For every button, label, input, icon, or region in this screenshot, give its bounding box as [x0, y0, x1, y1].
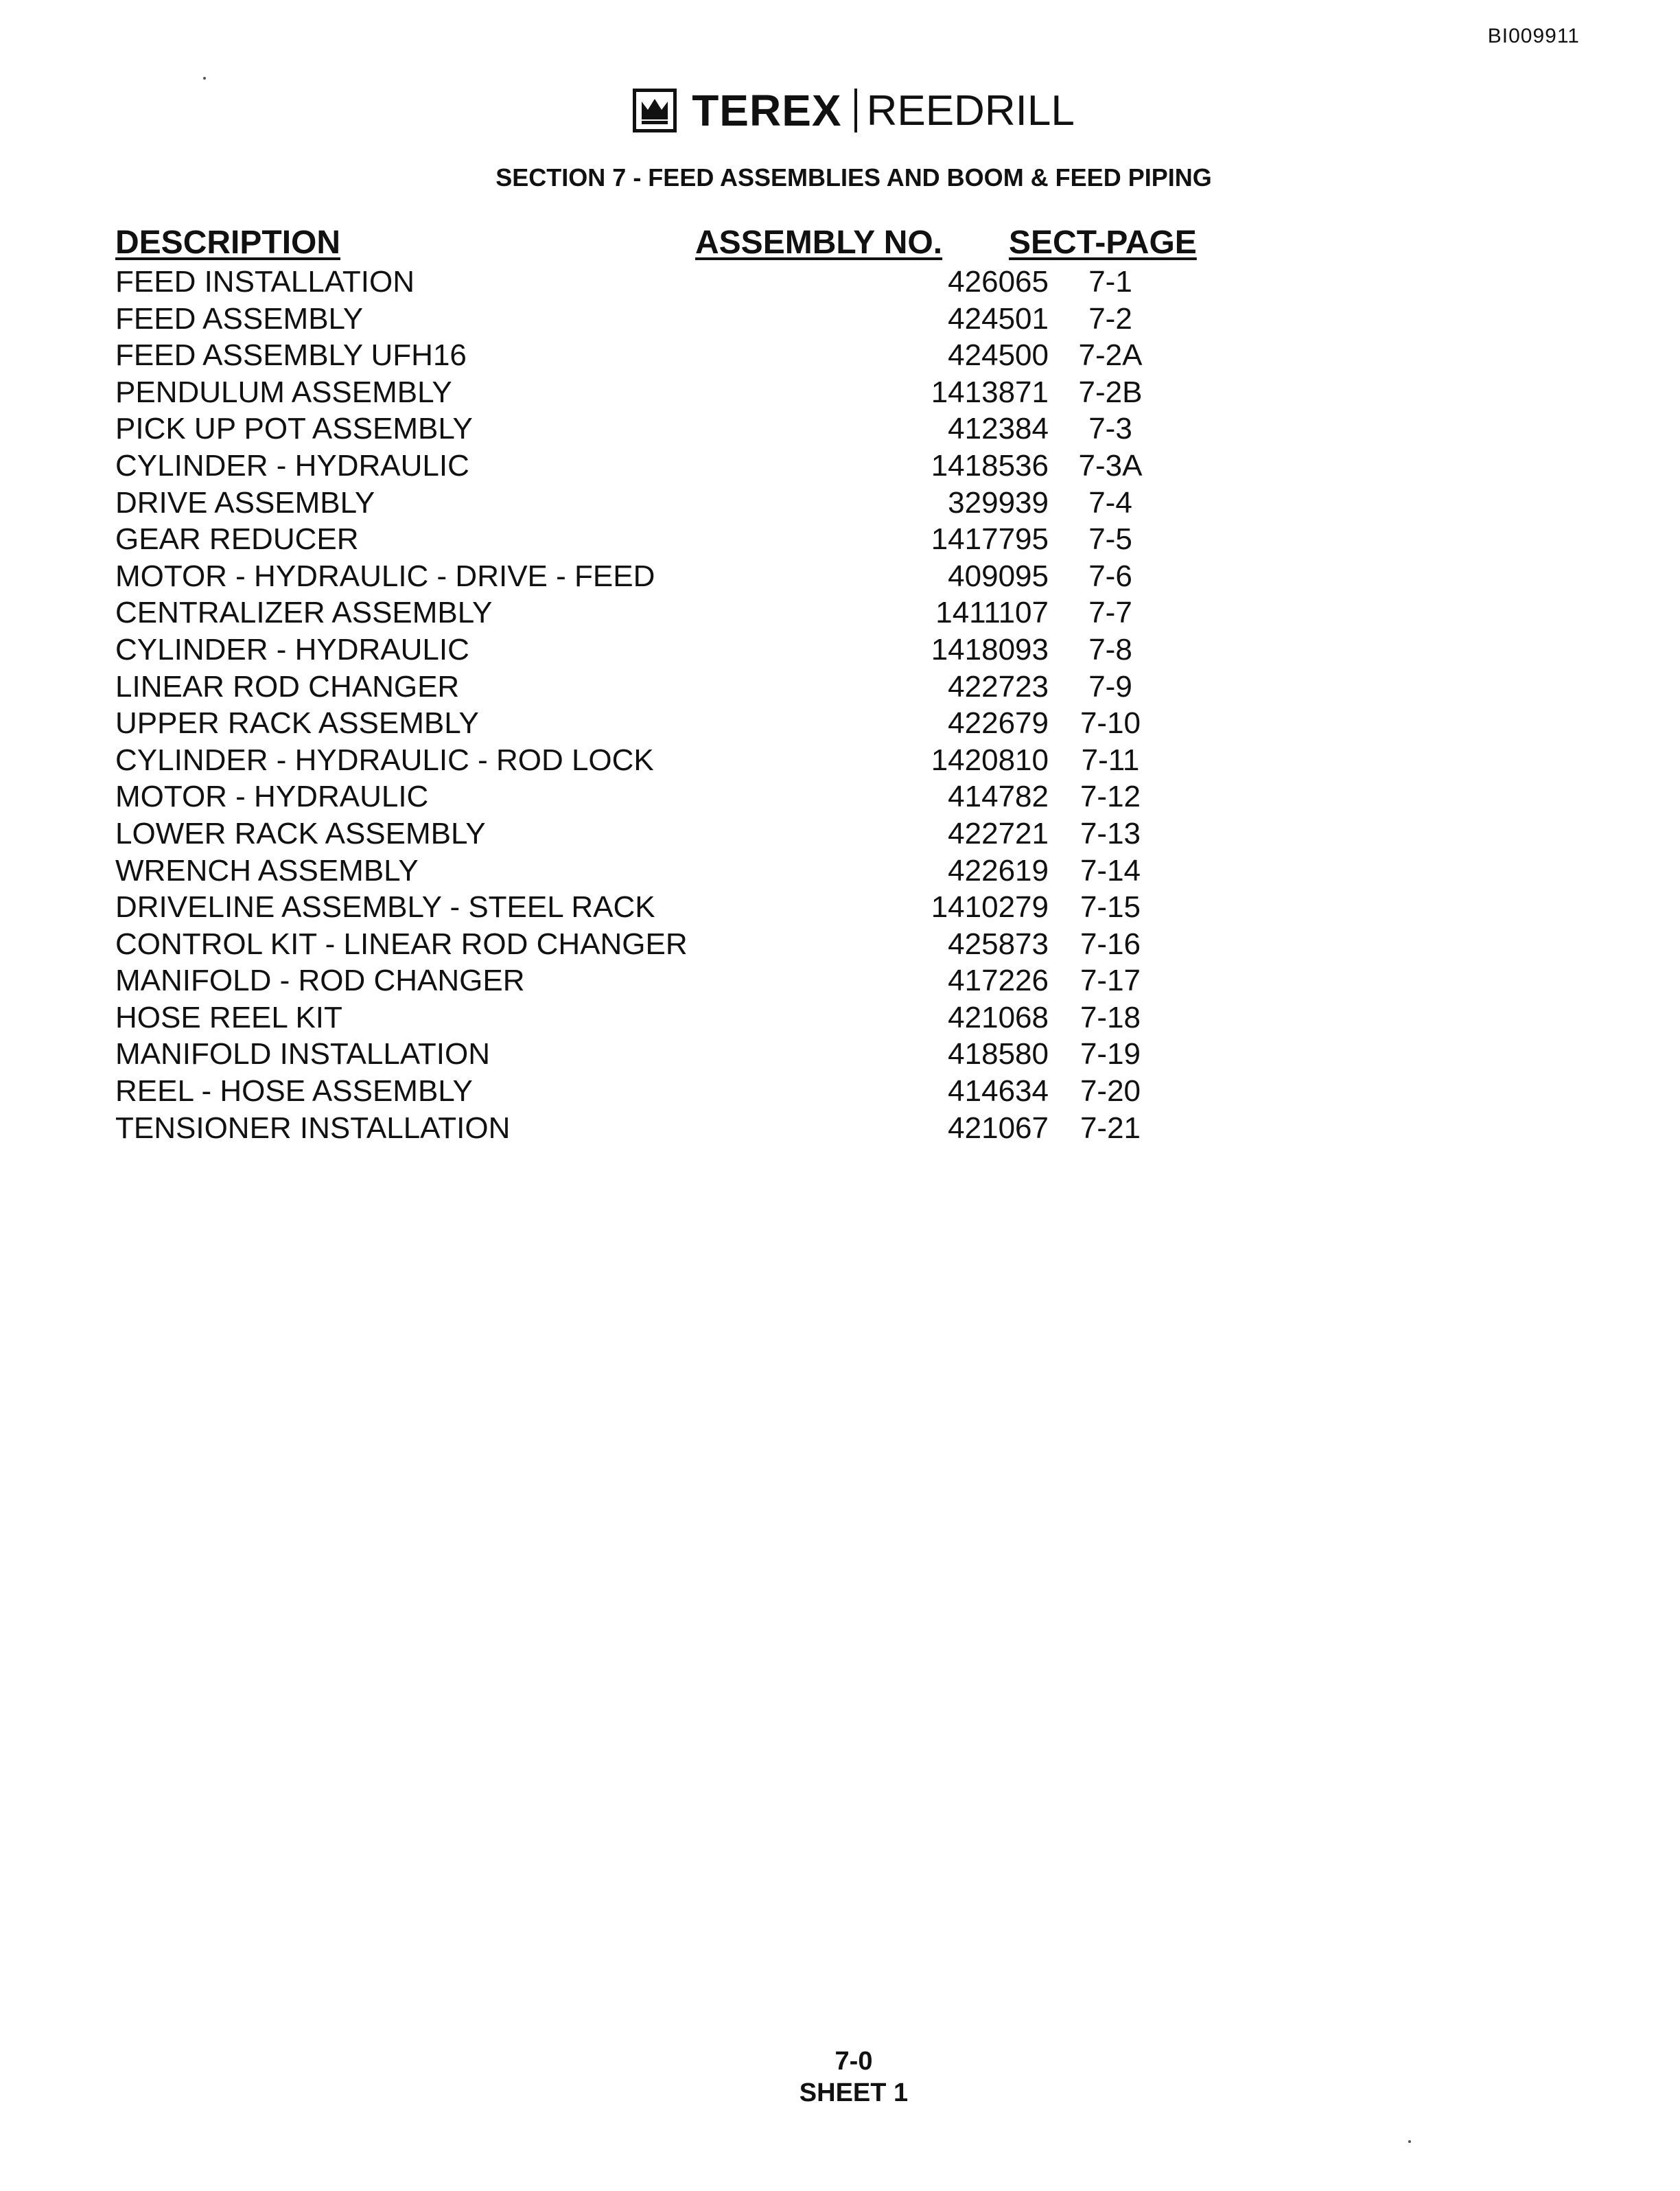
row-description: TENSIONER INSTALLATION [115, 1111, 511, 1145]
row-sect-page: 7-13 [1080, 816, 1141, 850]
row-description: UPPER RACK ASSEMBLY [115, 706, 479, 741]
scan-speck [1408, 2140, 1411, 2143]
row-description: PENDULUM ASSEMBLY [115, 375, 452, 409]
table-row [115, 743, 1213, 780]
table-row [115, 486, 1213, 523]
row-sect-page: 7-3A [1078, 448, 1143, 483]
row-description: CYLINDER - HYDRAULIC [115, 448, 469, 483]
terex-crown-logo-icon [633, 89, 677, 132]
row-assembly-no: 425873 [948, 927, 1049, 961]
table-row [115, 1001, 1213, 1038]
row-assembly-no: 418580 [948, 1037, 1049, 1071]
row-assembly-no: 426065 [948, 265, 1049, 299]
row-sect-page: 7-6 [1088, 559, 1132, 593]
row-description: MANIFOLD INSTALLATION [115, 1037, 491, 1071]
row-sect-page: 7-11 [1081, 743, 1140, 777]
table-row [115, 670, 1213, 707]
row-assembly-no: 424500 [948, 338, 1049, 373]
row-assembly-no: 417226 [948, 964, 1049, 998]
row-assembly-no: 1418093 [931, 632, 1049, 666]
table-row [115, 265, 1213, 302]
row-sect-page: 7-1 [1088, 265, 1132, 299]
row-sect-page: 7-15 [1080, 890, 1141, 925]
row-sect-page: 7-14 [1080, 853, 1141, 888]
table-row [115, 338, 1213, 375]
sheet-number: SHEET 1 [799, 2078, 909, 2107]
row-description: WRENCH ASSEMBLY [115, 853, 419, 888]
row-assembly-no: 1417795 [931, 522, 1049, 557]
brand-subname: REEDRILL [866, 86, 1075, 135]
table-row [115, 522, 1213, 559]
row-sect-page: 7-7 [1088, 596, 1132, 630]
table-row [115, 964, 1213, 1001]
row-assembly-no: 421068 [948, 1000, 1049, 1034]
header-assembly-no: ASSEMBLY NO. [695, 224, 943, 261]
brand-name: TEREX [692, 86, 842, 135]
row-assembly-no: 422721 [948, 816, 1049, 850]
table-row [115, 633, 1213, 670]
row-description: FEED ASSEMBLY [115, 301, 364, 336]
row-description: PICK UP POT ASSEMBLY [115, 412, 473, 446]
row-assembly-no: 414782 [948, 780, 1049, 814]
table-row [115, 817, 1213, 854]
row-sect-page: 7-2A [1078, 338, 1143, 373]
row-assembly-no: 424501 [948, 301, 1049, 336]
row-assembly-no: 409095 [948, 559, 1049, 593]
scan-speck [203, 77, 206, 80]
row-sect-page: 7-4 [1088, 485, 1132, 520]
table-row [115, 890, 1213, 927]
row-description: MOTOR - HYDRAULIC - DRIVE - FEED [115, 559, 655, 593]
row-assembly-no: 1418536 [931, 448, 1049, 483]
row-sect-page: 7-12 [1080, 780, 1141, 814]
row-sect-page: 7-18 [1080, 1000, 1141, 1034]
row-assembly-no: 1413871 [931, 375, 1049, 409]
row-sect-page: 7-2 [1088, 301, 1132, 336]
table-row [115, 1037, 1213, 1074]
table-row [115, 449, 1213, 486]
table-row [115, 780, 1213, 817]
row-description: REEL - HOSE ASSEMBLY [115, 1074, 473, 1109]
table-row [115, 412, 1213, 449]
row-sect-page: 7-9 [1088, 669, 1132, 704]
row-assembly-no: 329939 [948, 485, 1049, 520]
table-header [115, 224, 1213, 265]
row-sect-page: 7-19 [1080, 1037, 1141, 1071]
row-description: LINEAR ROD CHANGER [115, 669, 460, 704]
row-sect-page: 7-20 [1080, 1074, 1141, 1109]
row-description: GEAR REDUCER [115, 522, 359, 557]
brand-divider [854, 89, 857, 132]
table-row [115, 559, 1213, 596]
row-sect-page: 7-3 [1088, 412, 1132, 446]
header-sect-page: SECT-PAGE [1009, 224, 1197, 261]
table-row [115, 1074, 1213, 1111]
document-id: BI009911 [1487, 25, 1580, 47]
row-description: MANIFOLD - ROD CHANGER [115, 964, 525, 998]
table-row [115, 375, 1213, 413]
table-row [115, 854, 1213, 891]
row-description: FEED INSTALLATION [115, 265, 415, 299]
row-description: HOSE REEL KIT [115, 1000, 342, 1034]
row-description: FEED ASSEMBLY UFH16 [115, 338, 467, 373]
page-footer [0, 2045, 1680, 2109]
row-assembly-no: 1411107 [935, 596, 1049, 630]
row-sect-page: 7-8 [1088, 632, 1132, 666]
row-assembly-no: 412384 [948, 412, 1049, 446]
row-sect-page: 7-21 [1080, 1111, 1141, 1145]
row-description: CYLINDER - HYDRAULIC - ROD LOCK [115, 743, 654, 777]
row-assembly-no: 1420810 [931, 743, 1049, 777]
row-assembly-no: 422723 [948, 669, 1049, 704]
row-assembly-no: 414634 [948, 1074, 1049, 1109]
header-description: DESCRIPTION [115, 224, 341, 261]
row-assembly-no: 422679 [948, 706, 1049, 741]
row-description: CENTRALIZER ASSEMBLY [115, 596, 493, 630]
table-row [115, 596, 1213, 633]
row-description: DRIVE ASSEMBLY [115, 485, 375, 520]
row-sect-page: 7-10 [1080, 706, 1141, 741]
row-sect-page: 7-16 [1080, 927, 1141, 961]
page-number: 7-0 [835, 2047, 873, 2076]
table-body [115, 265, 1213, 1148]
row-description: LOWER RACK ASSEMBLY [115, 816, 486, 850]
row-description: MOTOR - HYDRAULIC [115, 780, 429, 814]
row-assembly-no: 421067 [948, 1111, 1049, 1145]
row-sect-page: 7-5 [1088, 522, 1132, 557]
row-description: CYLINDER - HYDRAULIC [115, 632, 469, 666]
assembly-table [115, 224, 1213, 1148]
table-row [115, 302, 1213, 339]
table-row [115, 1111, 1213, 1148]
row-sect-page: 7-17 [1080, 964, 1141, 998]
row-description: DRIVELINE ASSEMBLY - STEEL RACK [115, 890, 655, 925]
row-assembly-no: 422619 [948, 853, 1049, 888]
row-description: CONTROL KIT - LINEAR ROD CHANGER [115, 927, 688, 961]
row-sect-page: 7-2B [1078, 375, 1143, 409]
brand-header [0, 85, 1680, 136]
section-title: SECTION 7 - FEED ASSEMBLIES AND BOOM & FEED PIPING [495, 163, 1212, 192]
row-assembly-no: 1410279 [931, 890, 1049, 925]
table-row [115, 927, 1213, 964]
table-row [115, 706, 1213, 743]
